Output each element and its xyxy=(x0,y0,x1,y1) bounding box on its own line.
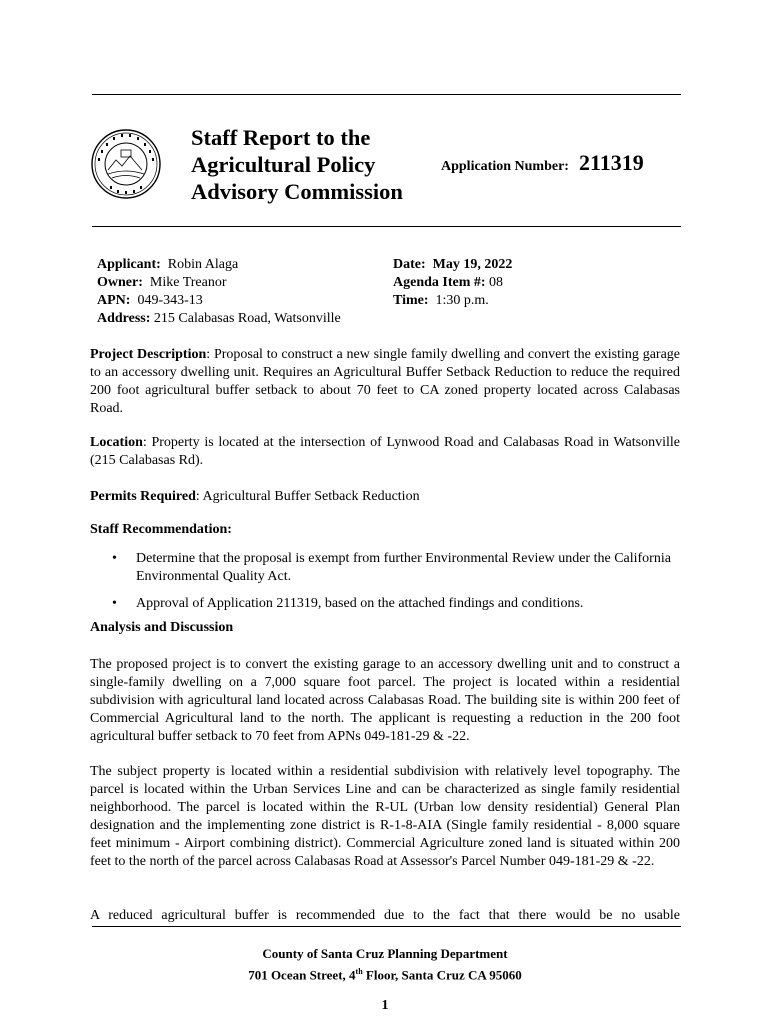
time-row xyxy=(393,292,512,310)
permits-label: Permits Required xyxy=(90,489,196,504)
analysis-paragraph: The proposed project is to convert the existing garage to an accessory dwelling unit and to construct a single-family dwelling on a 7,000 square foot parcel. The project is located within a residential subdivision with agricultural land located across Calabasas Road. The building site is within 200 feet of Commercial Agricultural land to the north. The applicant is requesting a reduction in the 200 foot agricultural buffer setback to 70 feet from APNs 049-181-29 & -22. xyxy=(90,657,680,744)
recommendation-bullet xyxy=(112,595,672,613)
report-title-line: Agricultural Policy xyxy=(191,152,376,177)
permits-text: : Agricultural Buffer Setback Reduction xyxy=(195,489,420,504)
location-text: : Property is located at the intersection of Lynwood Road and Calabasas Road in Watsonville (215 Calabasas Rd). xyxy=(90,435,680,468)
recommendation-text: Determine that the proposal is exempt from further Environmental Review under the California Environmental Quality Act. xyxy=(136,551,671,584)
bullet-icon: • xyxy=(112,551,117,566)
location xyxy=(90,434,680,470)
agenda-value: 08 xyxy=(489,275,504,290)
application-number-value: 211319 xyxy=(578,150,644,175)
footer-address xyxy=(0,962,770,984)
footer-address-sup: th xyxy=(355,967,363,976)
analysis-heading: Analysis and Discussion xyxy=(90,620,234,635)
bullet-icon: • xyxy=(112,596,117,611)
county-seal-icon xyxy=(90,128,162,200)
report-title xyxy=(191,124,403,205)
project-description xyxy=(90,346,680,418)
agenda-label: Agenda Item #: xyxy=(393,275,486,290)
meta-left xyxy=(97,256,341,328)
footer-department: County of Santa Cruz Planning Department xyxy=(262,946,508,961)
recommendation-text: Approval of Application 211319, based on the attached findings and conditions. xyxy=(136,596,584,611)
report-title-line: Advisory Commission xyxy=(191,179,403,204)
application-number-label: Application Number: xyxy=(441,159,569,174)
staff-recommendation-heading: Staff Recommendation: xyxy=(90,522,232,537)
date-value: May 19, 2022 xyxy=(432,257,513,272)
applicant-row xyxy=(97,256,341,274)
date-label: Date: xyxy=(393,257,426,272)
owner-value: Mike Treanor xyxy=(149,275,227,290)
recommendation-bullet xyxy=(112,550,672,586)
meta-right xyxy=(393,256,512,310)
address-label: Address: xyxy=(97,311,151,326)
page-number: 1 xyxy=(381,998,389,1013)
footer-address-end: Floor, Santa Cruz CA 95060 xyxy=(362,967,522,983)
apn-row xyxy=(97,292,341,310)
permits-required xyxy=(90,488,680,506)
project-description-label: Project Description xyxy=(90,347,207,362)
owner-row xyxy=(97,274,341,292)
address-value: 215 Calabasas Road, Watsonville xyxy=(153,311,341,326)
apn-label: APN: xyxy=(97,293,131,308)
time-label: Time: xyxy=(393,293,429,308)
application-number xyxy=(441,150,644,176)
time-value: 1:30 p.m. xyxy=(435,293,489,308)
applicant-value: Robin Alaga xyxy=(167,257,239,272)
analysis-paragraph: A reduced agricultural buffer is recommended due to the fact that there would be no usable xyxy=(90,908,680,923)
address-row xyxy=(97,310,341,328)
apn-value: 049-343-13 xyxy=(137,293,203,308)
analysis-paragraph: The subject property is located within a residential subdivision with relatively level topography. The parcel is located within the Urban Services Line and can be characterized as single family residential neighborhood. The parcel is located within the R-UL (Urban low density residential) General Plan designation and the implementing zone district is R-1-8-AIA (Single family residential - 8,000 square feet minimum - Airport combining district). Commercial Agriculture zoned land is situated within 200 feet to the north of the parcel across Calabasas Road at Assessor's Parcel Number 049-181-29 & -22. xyxy=(90,764,680,869)
project-description-text: : Proposal to construct a new single family dwelling and convert the existing garage to an accessory dwelling unit. Requires an Agricultural Buffer Setback Reduction to reduce the required 200 foot agricultural buffer setback to about 70 feet to CA zoned property located across Calabasas Road. xyxy=(90,347,680,416)
date-row xyxy=(393,256,512,274)
footer-address-start: 701 Ocean Street, 4 xyxy=(248,967,356,983)
applicant-label: Applicant: xyxy=(97,257,161,272)
agenda-row xyxy=(393,274,512,292)
header-top-rule xyxy=(92,94,681,95)
header-bottom-rule xyxy=(92,226,681,227)
location-label: Location xyxy=(90,435,143,450)
owner-label: Owner: xyxy=(97,275,143,290)
footer-rule xyxy=(92,926,681,927)
report-title-line: Staff Report to the xyxy=(191,125,371,150)
